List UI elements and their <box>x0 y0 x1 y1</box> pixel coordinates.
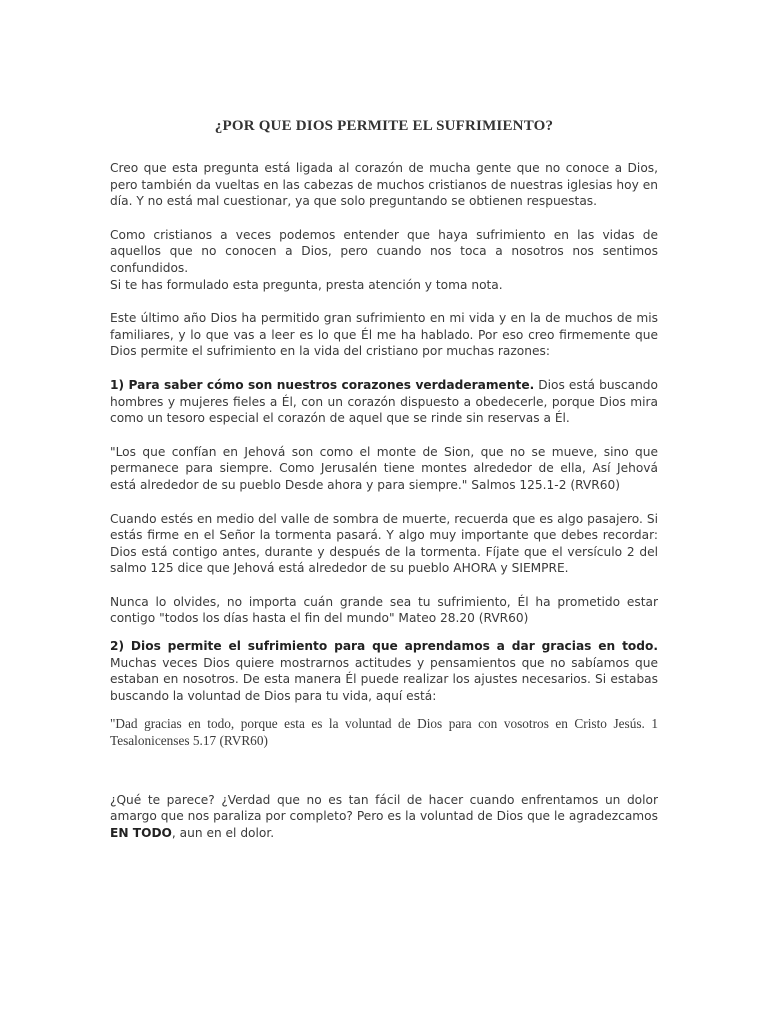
question-text-b: , aun en el dolor. <box>171 825 275 840</box>
quote-tesalonicenses: "Dad gracias en todo, porque esta es la voluntad de Dios para con vosotros en Cristo Jesús. 1 Tesalonicenses 5.17 (RVR60) <box>110 716 658 749</box>
point-1-body: Dios está buscando hombres y mujeres fieles a Él, con un corazón dispuesto a obedecerle, porque Dios mira como un tesoro especial el corazón de aquel que se rinde sin reservas a Él. <box>110 377 658 426</box>
paragraph-point-2 <box>110 638 658 704</box>
paragraph-question <box>110 792 658 842</box>
paragraph-last-year: Este último año Dios ha permitido gran sufrimiento en mi vida y en la de muchos de mis familiares, y lo que vas a leer es lo que Él me ha hablado. Por eso creo firmemente que Dios permite el sufrimiento en la vida del cristiano por muchas razones: <box>110 311 658 359</box>
document-title: ¿POR QUE DIOS PERMITE EL SUFRIMIENTO? <box>214 118 554 134</box>
paragraph-christians <box>110 227 658 293</box>
document-page <box>110 118 658 858</box>
paragraph-point-1 <box>110 377 658 427</box>
paragraph-christians-note: Si te has formulado esta pregunta, presta atención y toma nota. <box>110 277 503 292</box>
question-emphasis: EN TODO <box>110 825 172 840</box>
point-1-heading: 1) Para saber cómo son nuestros corazones verdaderamente. <box>110 377 535 392</box>
paragraph-valley: Cuando estés en medio del valle de sombra de muerte, recuerda que es algo pasajero. Si estás firme en el Señor la tormenta pasará. Y algo muy importante que debes recordar: Dios está contigo antes, durante y después de la tormenta. Fíjate que el versículo 2 del salmo 125 dice que Jehová está alrededor de su pueblo AHORA y SIEMPRE. <box>110 511 658 576</box>
paragraph-intro: Creo que esta pregunta está ligada al corazón de mucha gente que no conoce a Dios, pero también da vueltas en las cabezas de muchos cristianos de nuestras iglesias hoy en día. Y no está mal cuestionar, ya que solo preguntando se obtienen respuestas. <box>110 161 658 209</box>
quote-psalm-125: "Los que confían en Jehová son como el monte de Sion, que no se mueve, sino que permanece para siempre. Como Jerusalén tiene montes alrededor de ella, Así Jehová está alrededor de su pueblo Desde ahora y para siempre." Salmos 125.1-2 (RVR60) <box>110 444 658 492</box>
paragraph-never-forget: Nunca lo olvides, no importa cuán grande sea tu sufrimiento, Él ha prometido estar contigo "todos los días hasta el fin del mundo" Mateo 28.20 (RVR60) <box>110 594 658 626</box>
point-2-body: Muchas veces Dios quiere mostrarnos actitudes y pensamientos que no sabíamos que estaban en nosotros. De esta manera Él puede realizar los ajustes necesarios. Si estabas buscando la voluntad de Dios para tu vida, aquí está: <box>110 655 658 703</box>
point-2-heading: 2) Dios permite el sufrimiento para que aprendamos a dar gracias en todo. <box>110 639 658 654</box>
question-text-a: ¿Qué te parece? ¿Verdad que no es tan fácil de hacer cuando enfrentamos un dolor amargo que nos paraliza por completo? Pero es la voluntad de Dios que le agradezcamos <box>110 792 658 824</box>
paragraph-christians-text: Como cristianos a veces podemos entender que haya sufrimiento en las vidas de aquellos que no conocen a Dios, pero cuando nos toca a nosotros nos sentimos confundidos. <box>110 227 658 275</box>
